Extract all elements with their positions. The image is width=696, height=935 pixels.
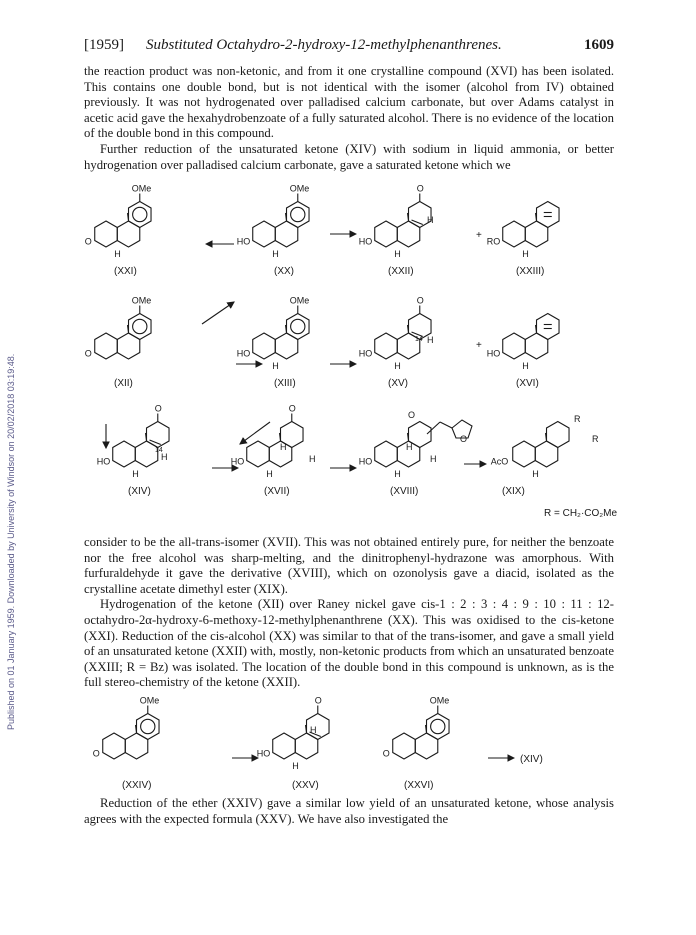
atom-label: O <box>288 403 296 414</box>
ring-bond <box>113 441 136 467</box>
ring-bond <box>129 202 152 228</box>
paragraph: Reduction of the ether (XXIV) gave a similar low yield of an unsaturated ketone, whose analysis agrees with the expected formula (XXV). We have also investigated the <box>84 796 614 826</box>
compound-label: (XVIII) <box>390 486 419 497</box>
aromatic-ring <box>291 319 305 333</box>
atom-label: O <box>416 183 424 194</box>
atom-label: HO <box>256 748 271 759</box>
download-watermark: Published on 01 January 1959. Downloaded by University of Windsor on 20/02/2018 03:19:48. <box>6 353 16 730</box>
running-head <box>84 34 614 56</box>
ring-bond <box>117 333 140 359</box>
compound-label: (XXV) <box>292 780 319 791</box>
ring-bond <box>415 733 438 759</box>
atom-label: H <box>310 725 317 735</box>
ring-bond <box>275 333 298 359</box>
atom-label: O <box>416 295 424 306</box>
compound-label: (XII) <box>114 378 133 389</box>
atom-label: H <box>430 454 437 464</box>
ring-bond <box>137 714 160 740</box>
aromatic-ring <box>133 319 147 333</box>
ring-bond <box>103 733 126 759</box>
ring-bond <box>295 733 318 759</box>
paragraph: Further reduction of the unsaturated ketone (XIV) with sodium in liquid ammonia, or better hydrogenation over palladised calcium carbonate, gave a saturated ketone which we <box>84 141 614 172</box>
paragraph: the reaction product was non-ketonic, and from it one crystalline compound (XVI) has been isolated. This contains one double bond, but is not identical with the isomer (alcohol from IV) obtained previously. It was not hydrogenated over palladised calcium carbonate, but over Adams catalyst in acetic acid gave the hexahydrobenzoate of a fully saturated alcohol. There is no evidence of the location of the double bond in this compound. <box>84 64 614 141</box>
ring-bond <box>427 714 450 740</box>
atom-label: H <box>394 361 401 371</box>
ring-bond <box>275 221 298 247</box>
ring-bond <box>393 733 416 759</box>
ring-bond <box>503 333 526 359</box>
compound-label: (XVII) <box>264 486 290 497</box>
paragraph: Hydrogenation of the ketone (XII) over Raney nickel gave cis-1 : 2 : 3 : 4 : 9 : 10 : 11 : 12-octahydro-2α-hydroxy-6-methoxy-12-methylphenanthrene (XX). This was oxidised to the cis-ketone (XXI). Reduction of the cis-alcohol (XX) was similar to that of the trans-isomer, and gave a small yield of an unsaturated ketone (XXII) with, mostly, non-ketonic products from which an unsaturated benzoate (XXIII; R = Bz) was isolated. The location of the double bond in this compound is unknown, as is the full stereo-chemistry of the ketone (XXII). <box>84 597 614 690</box>
atom-label: H <box>280 442 287 452</box>
atom-label: HO <box>230 456 245 467</box>
atom-label: HO <box>486 348 501 359</box>
compound-label: (XV) <box>388 378 408 389</box>
atom-label: R <box>574 414 581 424</box>
compound-label: (XVI) <box>516 378 539 389</box>
ring-bond <box>503 221 526 247</box>
atom-label: O <box>84 348 92 359</box>
ring-bond <box>129 314 152 340</box>
atom-label: RO <box>486 236 501 247</box>
atom-label: AcO <box>490 456 509 467</box>
ring-bond <box>247 441 270 467</box>
atom-label: HO <box>96 456 111 467</box>
ring-bond <box>375 441 398 467</box>
atom-label: HO <box>236 236 251 247</box>
atom-label: H <box>309 454 316 464</box>
atom-label: H <box>132 469 139 479</box>
atom-label: H <box>394 249 401 259</box>
atom-label: HO <box>358 348 373 359</box>
text-block-bottom <box>84 796 614 827</box>
compound-label: (XXVI) <box>404 780 434 791</box>
atom-label: O <box>314 695 322 706</box>
plus-sign: + <box>476 230 482 241</box>
ring-bond <box>547 422 570 448</box>
compound-label: (XIII) <box>274 378 296 389</box>
ring-bond <box>525 221 548 247</box>
compound-label: (XIV) <box>520 754 543 765</box>
text-block-middle <box>84 535 614 691</box>
ring-bond <box>375 221 398 247</box>
paragraph: consider to be the all-trans-isomer (XVII). This was not obtained entirely pure, for neither the benzoate nor the free alcohol was sharp-melting, and the dinitrophenyl-hydrazone was amorphous. With furfuraldehyde it gave the derivative (XVIII), which on ozonolysis gave a diacid, isolated as the crystalline acetate dimethyl ester (XIX). <box>84 535 614 596</box>
compound-label: (XX) <box>274 266 294 277</box>
atom-label: H <box>114 249 121 259</box>
ring-bond <box>95 333 118 359</box>
atom-label: OMe <box>131 295 152 306</box>
atom-label: O <box>382 748 390 759</box>
atom-label: O <box>154 403 162 414</box>
atom-label: HO <box>236 348 251 359</box>
position-label: 14 <box>155 447 163 454</box>
ring-bond <box>513 441 536 467</box>
atom-label: H <box>394 469 401 479</box>
atom-label: H <box>272 361 279 371</box>
ring-bond <box>253 333 276 359</box>
atom-label: H <box>522 361 529 371</box>
plus-sign: + <box>476 340 482 351</box>
ring-bond <box>525 333 548 359</box>
ring-bond <box>287 202 310 228</box>
ring-bond <box>397 221 420 247</box>
ring-bond <box>273 733 296 759</box>
page-number: 1609 <box>584 37 614 53</box>
atom-label: HO <box>358 236 373 247</box>
atom-label: H <box>292 761 299 771</box>
atom-label: OMe <box>429 695 450 706</box>
ring-bond <box>135 441 158 467</box>
atom-label: O <box>92 748 100 759</box>
ring-bond <box>95 221 118 247</box>
aromatic-ring <box>291 207 305 221</box>
side-chain-bond <box>427 422 440 434</box>
atom-label: H <box>522 249 529 259</box>
ring-bond <box>535 441 558 467</box>
atom-label: H <box>532 469 539 479</box>
ring-bond <box>125 733 148 759</box>
ring-bond <box>117 221 140 247</box>
atom-label: OMe <box>289 295 310 306</box>
ring-bond <box>537 314 560 340</box>
atom-label: R <box>592 434 599 444</box>
compound-label: (XXI) <box>114 266 137 277</box>
atom-label: H <box>427 215 434 225</box>
header-title: Substituted Octahydro-2-hydroxy-12-methylphenanthrenes. <box>146 37 502 53</box>
compound-label: (XXIII) <box>516 266 545 277</box>
ring-bond <box>537 202 560 228</box>
text-block-top <box>84 64 614 173</box>
atom-label: H <box>161 452 168 462</box>
ring-bond <box>253 221 276 247</box>
ring-bond <box>287 314 310 340</box>
atom-label: HO <box>358 456 373 467</box>
aromatic-ring <box>133 207 147 221</box>
atom-label: O <box>408 410 416 420</box>
atom-label: H <box>427 335 434 345</box>
atom-label: O <box>460 434 468 444</box>
compound-label: (XIX) <box>502 486 525 497</box>
ring-bond <box>375 333 398 359</box>
atom-label: H <box>266 469 273 479</box>
atom-label: O <box>84 236 92 247</box>
aromatic-ring <box>431 719 445 733</box>
compound-label: (XIV) <box>128 486 151 497</box>
reaction-scheme-1 <box>84 183 618 524</box>
reaction-arrow <box>202 302 234 324</box>
atom-label: H <box>406 442 413 452</box>
side-chain-bond <box>440 422 452 428</box>
compound-label: (XXIV) <box>122 780 152 791</box>
atom-label: OMe <box>131 183 152 194</box>
reaction-scheme-2 <box>84 695 614 792</box>
compound-label: (XXII) <box>388 266 414 277</box>
header-year: [1959] <box>84 37 124 53</box>
atom-label: OMe <box>289 183 310 194</box>
atom-label: H <box>272 249 279 259</box>
position-label: 14 <box>415 336 423 343</box>
reaction-arrow <box>240 422 270 444</box>
atom-label: OMe <box>139 695 160 706</box>
aromatic-ring <box>141 719 155 733</box>
r-group-definition: R = CH₂·CO₂Me <box>544 508 618 519</box>
